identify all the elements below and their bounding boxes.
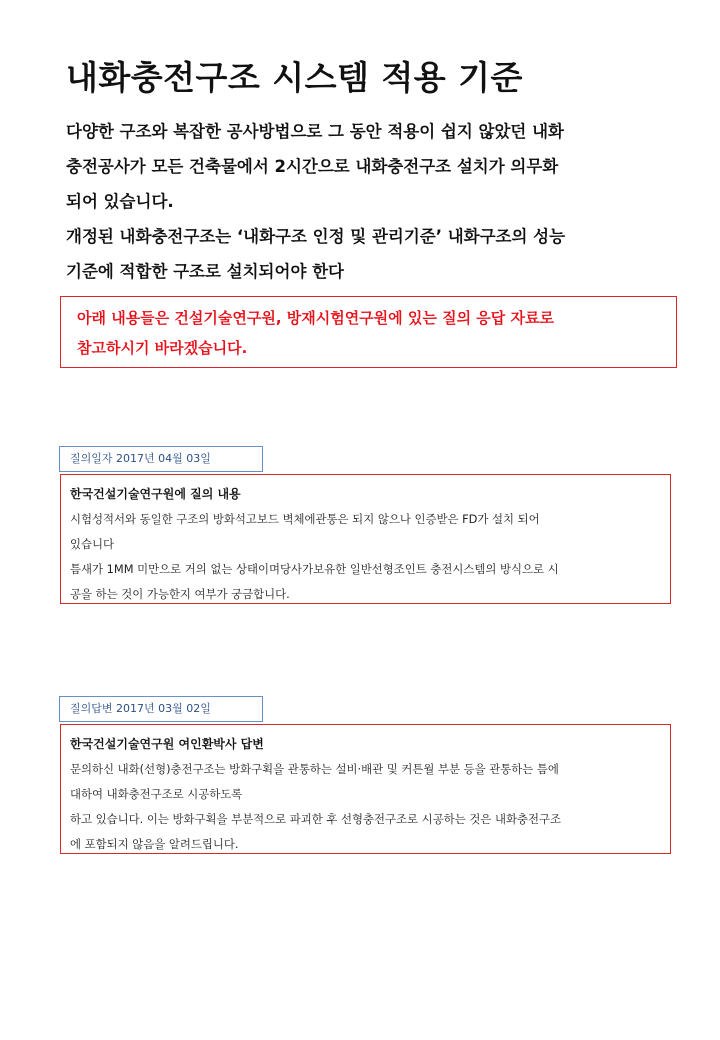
- answer-line: 에 포함되지 않음을 알려드립니다.: [70, 837, 239, 851]
- answer-body: [70, 757, 664, 857]
- answer-date-tag: 질의답변 2017년 03월 02일: [59, 696, 263, 722]
- intro-paragraph-2: [66, 219, 676, 289]
- notice-text: [77, 303, 669, 363]
- notice-line: 아래 내용들은 건설기술연구원, 방재시험연구원에 있는 질의 응답 자료로: [77, 309, 554, 327]
- page-title: 내화충전구조 시스템 적용 기준: [66, 58, 523, 97]
- intro-line: 기준에 적합한 구조로 설치되어야 한다: [66, 262, 345, 281]
- question-heading: 한국건설기술연구원에 질의 내용: [70, 487, 241, 501]
- notice-box: [60, 296, 677, 368]
- question-line: 시험성적서와 동일한 구조의 방화석고보드 벽체에관통은 되지 않으나 인증받은 FD가 설치 되어: [70, 512, 540, 526]
- question-box: [60, 474, 671, 604]
- question-line: 있습니다: [70, 537, 115, 551]
- notice-line: 참고하시기 바라겠습니다.: [77, 339, 248, 357]
- answer-heading: 한국건설기술연구원 여인환박사 답변: [70, 737, 264, 751]
- intro-line: 충전공사가 모든 건축물에서 2시간으로 내화충전구조 설치가 의무화: [66, 157, 559, 176]
- intro-line: 다양한 구조와 복잡한 공사방법으로 그 동안 적용이 쉽지 않았던 내화: [66, 122, 564, 141]
- intro-paragraph-1: [66, 114, 676, 219]
- question-line: 공을 하는 것이 가능한지 여부가 궁금합니다.: [70, 587, 290, 601]
- intro-text: [66, 114, 676, 289]
- intro-line: 되어 있습니다.: [66, 192, 174, 211]
- answer-line: 문의하신 내화(선형)충전구조는 방화구획을 관통하는 설비·배관 및 커튼월 부분 등을 관통하는 틈에: [70, 762, 559, 776]
- question-line: 틈새가 1MM 미만으로 거의 없는 상태이며당사가보유한 일반선형조인트 충전시스템의 방식으로 시: [70, 562, 559, 576]
- question-date-tag: 질의일자 2017년 04월 03일: [59, 446, 263, 472]
- answer-box: [60, 724, 671, 854]
- answer-line: 대하여 내화충전구조로 시공하도록: [70, 787, 243, 801]
- question-body: [70, 507, 664, 607]
- intro-line: 개정된 내화충전구조는 ‘내화구조 인정 및 관리기준’ 내화구조의 성능: [66, 227, 566, 246]
- answer-line: 하고 있습니다. 이는 방화구획을 부분적으로 파괴한 후 선형충전구조로 시공하는 것은 내화충전구조: [70, 812, 561, 826]
